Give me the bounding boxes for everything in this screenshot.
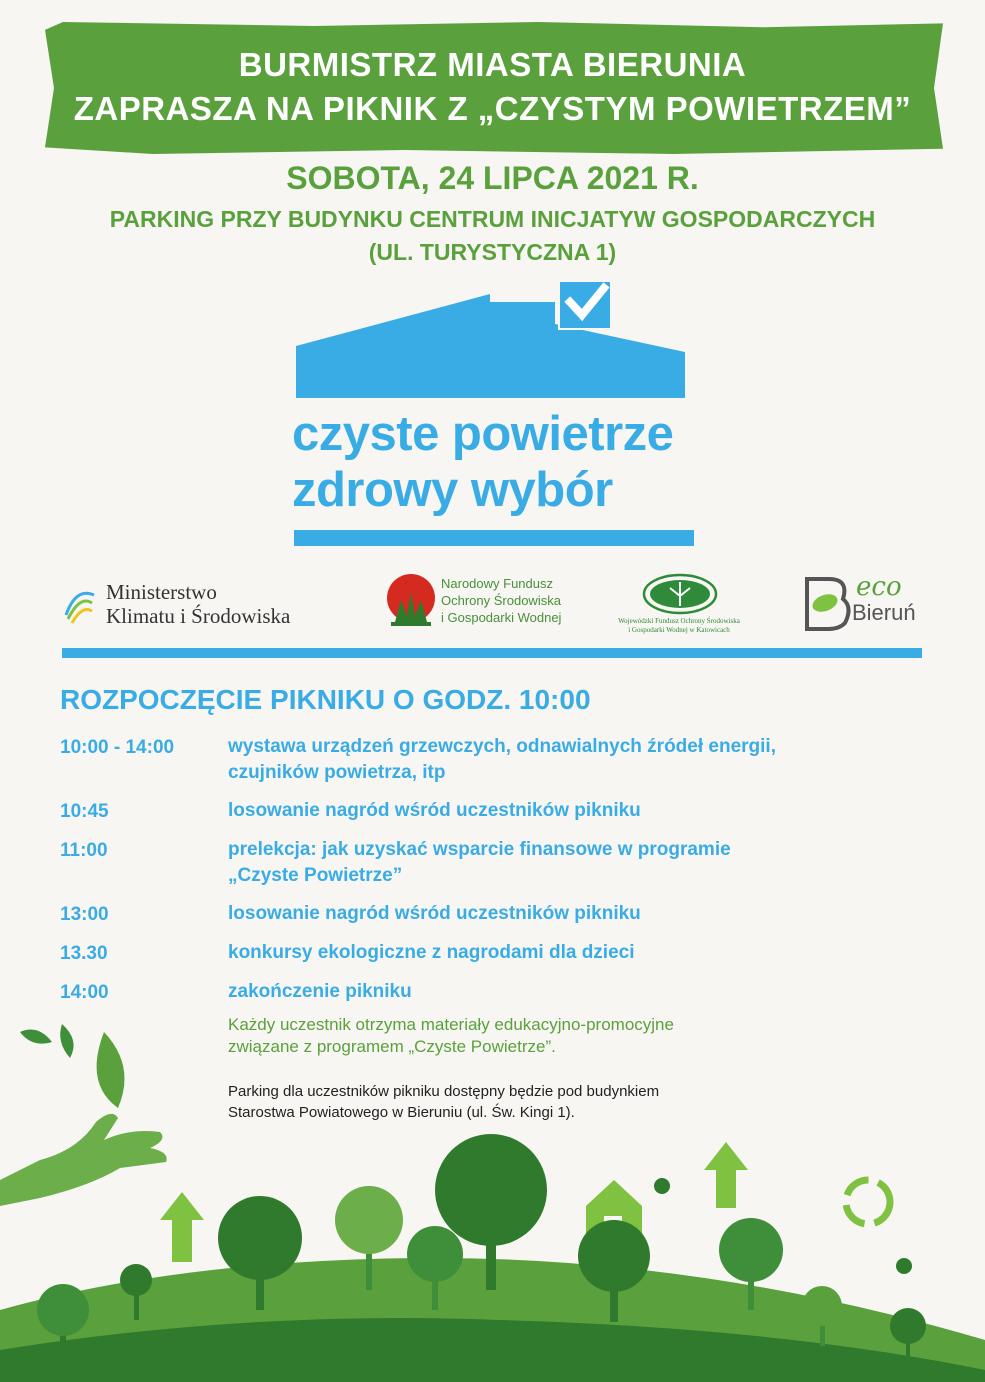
schedule-desc-2: losowanie nagród wśród uczestników pikniku <box>228 800 641 821</box>
dot-decoration <box>654 1178 670 1194</box>
wfos-line1: Wojewódzki Fundusz Ochrony Środowiska <box>618 617 740 625</box>
schedule-time-1: 10:00 - 14:00 <box>60 737 175 758</box>
ministry-line1: Ministerstwo <box>106 580 217 604</box>
ministry-logo-icon <box>62 585 98 627</box>
header-banner <box>45 22 943 154</box>
header-title-line2: ZAPRASZA NA PIKNIK Z „CZYSTYM POWIETRZEM” <box>73 90 912 127</box>
schedule-time-3: 11:00 <box>60 840 108 861</box>
schedule-time-4: 13:00 <box>60 904 109 925</box>
wfosigw-logo-text <box>614 617 744 635</box>
dot-decoration <box>896 1258 912 1274</box>
nfosigw-logo-text <box>441 575 561 626</box>
schedule-desc-5: konkursy ekologiczne z nagrodami dla dzieci <box>228 942 635 963</box>
schedule-title: ROZPOCZĘCIE PIKNIKU O GODZ. 10:00 <box>60 684 591 715</box>
materials-note-line1: Każdy uczestnik otrzyma materiały edukacyjno-promocyjne <box>228 1015 674 1034</box>
eco-landscape-illustration <box>0 1010 985 1382</box>
wfosigw-logo-icon <box>640 572 720 616</box>
event-location-line1: PARKING PRZY BUDYNKU CENTRUM INICJATYW GOSPODARCZYCH <box>109 206 876 232</box>
house-roof-shape <box>296 294 685 398</box>
schedule-time-5: 13.30 <box>60 943 108 964</box>
schedule-desc-4: losowanie nagród wśród uczestników pikniku <box>228 903 641 924</box>
nfosigw-logo-icon <box>385 572 437 632</box>
wfos-line2: i Gospodarki Wodnej w Katowicach <box>628 626 730 634</box>
schedule-desc-3-line1: prelekcja: jak uzyskać wsparcie finansowe w programie <box>228 839 731 860</box>
schedule-desc-3-line2: „Czyste Powietrze” <box>228 865 403 886</box>
schedule-desc-3 <box>228 837 868 889</box>
schedule-time-2: 10:45 <box>60 801 109 822</box>
fund-line1: Narodowy Fundusz <box>441 576 553 591</box>
leaf-icon <box>60 1024 73 1058</box>
header-title-line1: BURMISTRZ MIASTA BIERUNIA <box>238 46 747 83</box>
parking-note-line2: Starostwa Powiatowego w Bieruniu (ul. Św. Kingi 1). <box>228 1104 575 1121</box>
leaf-icon <box>20 1030 52 1044</box>
logo-underline <box>294 530 694 546</box>
event-date: SOBOTA, 24 LIPCA 2021 R. <box>286 160 699 196</box>
fund-line3: i Gospodarki Wodnej <box>441 610 562 625</box>
section-divider <box>62 648 922 658</box>
arrow-up-icon <box>160 1192 204 1262</box>
recycle-icon <box>846 1180 890 1224</box>
fund-line2: Ochrony Środowiska <box>441 593 561 608</box>
materials-note-line2: związane z programem „Czyste Powietrze”. <box>228 1037 556 1056</box>
leaf-icon <box>97 1032 125 1108</box>
hand-icon <box>0 1114 167 1206</box>
eco-word: eco <box>856 572 902 602</box>
parking-note-line1: Parking dla uczestników pikniku dostępny będzie pod budynkiem <box>228 1083 660 1100</box>
event-location-line2: (UL. TURYSTYCZNA 1) <box>368 239 617 265</box>
arrow-up-icon <box>704 1142 748 1208</box>
eco-bierun-logo-icon <box>803 575 855 631</box>
schedule-desc-1-line1: wystawa urządzeń grzewczych, odnawialnych źródeł energii, <box>228 736 776 757</box>
program-logo-line1: czyste powietrze <box>292 407 674 461</box>
program-logo-line2: zdrowy wybór <box>292 463 613 517</box>
ministry-logo-text <box>106 580 290 628</box>
schedule-desc-1 <box>228 734 868 786</box>
eco-city: Bieruń <box>852 600 916 625</box>
ministry-line2: Klimatu i Środowiska <box>106 604 291 628</box>
schedule-desc-1-line2: czujników powietrza, itp <box>228 762 446 783</box>
schedule-time-6: 14:00 <box>60 982 109 1003</box>
schedule-desc-6: zakończenie pikniku <box>228 981 412 1002</box>
